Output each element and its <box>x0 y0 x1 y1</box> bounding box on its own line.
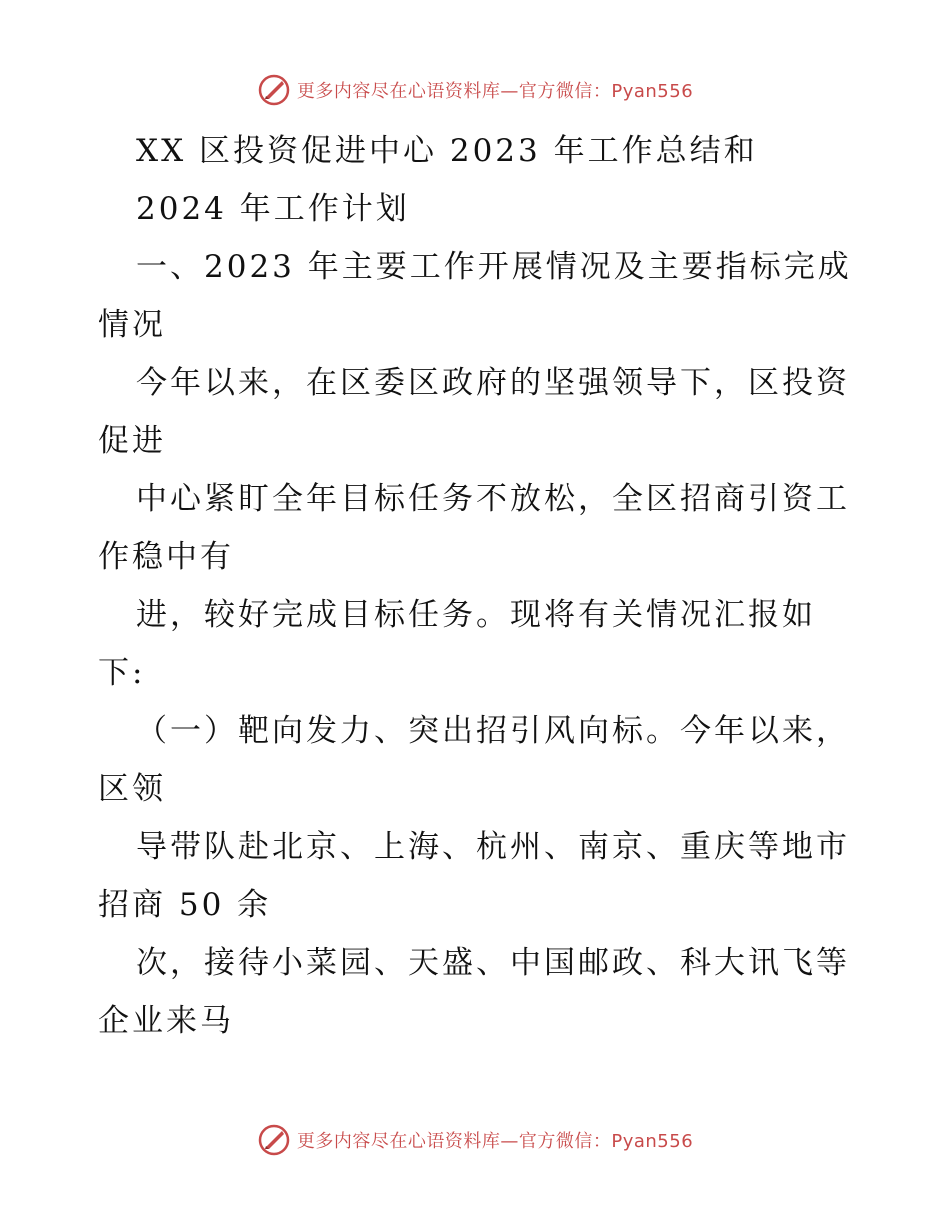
footer-watermark <box>0 1120 950 1160</box>
watermark-text: 更多内容尽在心语资料库—官方微信：Pyan556 <box>296 1131 694 1152</box>
document-line: 一、2023 年主要工作开展情况及主要指标完成 <box>136 249 852 285</box>
document-line: （一）靶向发力、突出招引风向标。今年以来， <box>136 713 850 749</box>
document-body <box>98 122 868 1050</box>
document-line: 进，较好完成目标任务。现将有关情况汇报如 <box>136 597 816 633</box>
document-line: 今年以来，在区委区政府的坚强领导下，区投资 <box>136 365 850 401</box>
document-line: 次，接待小菜园、天盛、中国邮政、科大讯飞等 <box>136 945 850 981</box>
document-line: 招商 50 余 <box>98 887 272 923</box>
document-line: XX 区投资促进中心 2023 年工作总结和 <box>136 133 758 169</box>
watermark-text: 更多内容尽在心语资料库—官方微信：Pyan556 <box>296 81 694 102</box>
document-line: 2024 年工作计划 <box>136 191 410 227</box>
document-line: 作稳中有 <box>98 539 234 575</box>
header-watermark <box>0 70 950 110</box>
quill-seal-icon <box>257 73 291 107</box>
document-line: 中心紧盯全年目标任务不放松，全区招商引资工 <box>136 481 850 517</box>
quill-seal-icon <box>257 1123 291 1157</box>
document-line: 下: <box>98 655 146 691</box>
document-line: 导带队赴北京、上海、杭州、南京、重庆等地市 <box>136 829 850 865</box>
document-line: 企业来马 <box>98 1003 234 1039</box>
document-line: 情况 <box>98 307 166 343</box>
document-line: 区领 <box>98 771 166 807</box>
document-line: 促进 <box>98 423 166 459</box>
